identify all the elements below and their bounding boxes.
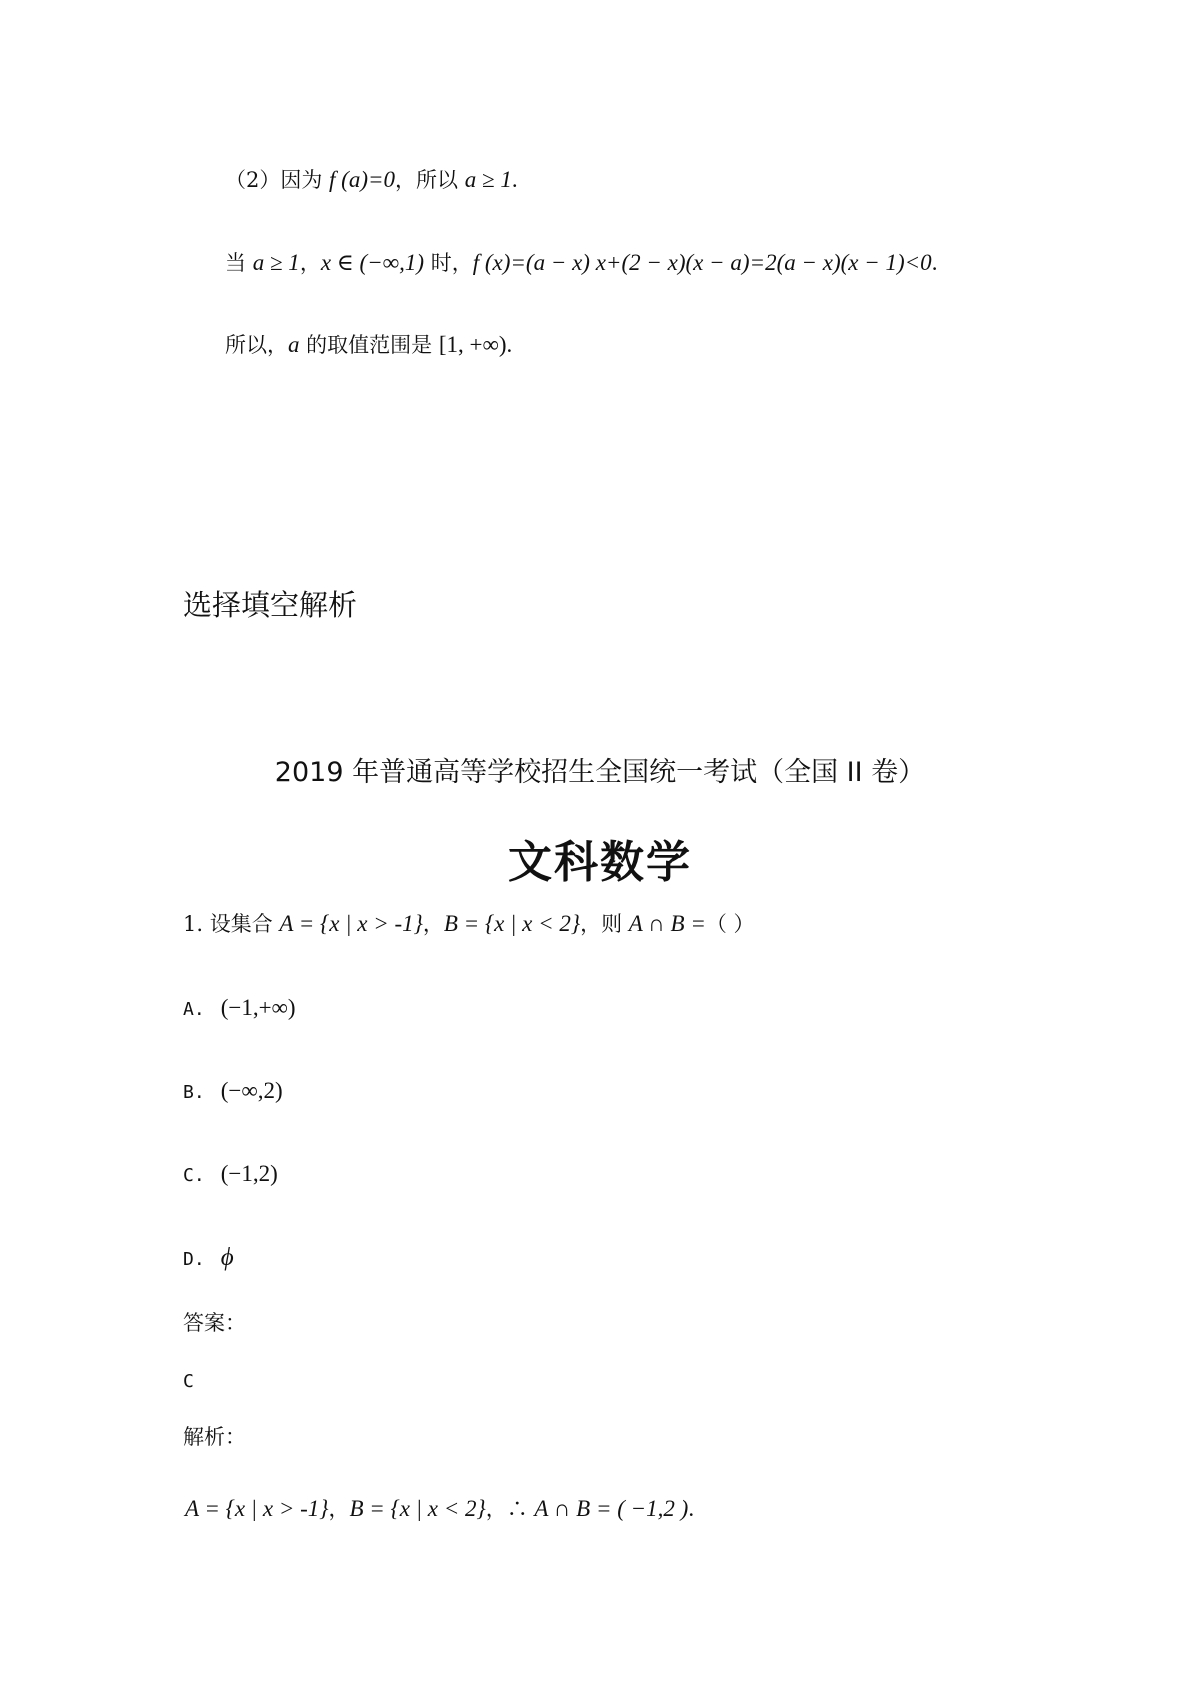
option-a bbox=[183, 996, 296, 1019]
option-value: (−1,+∞) bbox=[220, 995, 296, 1020]
math-range: [1, +∞) bbox=[438, 332, 507, 357]
option-c bbox=[183, 1162, 278, 1185]
therefore-symbol: ，∴ bbox=[485, 1497, 535, 1521]
math-expression: f (x)=(a − x) x+(2 − x)(x − a)=2(a − x)(x − 1)<0 bbox=[472, 250, 932, 275]
answer-value bbox=[183, 1370, 210, 1391]
option-letter: A. bbox=[183, 999, 205, 1020]
math-condition: a ≥ 1 bbox=[252, 250, 300, 275]
question-stem bbox=[183, 912, 755, 935]
sentence-end: . bbox=[931, 250, 938, 275]
solution-text: ，所以 bbox=[395, 168, 465, 192]
question-number: 1. 设集合 bbox=[183, 912, 280, 936]
exam-subject: 文科数学 bbox=[508, 837, 692, 888]
solution-line-3 bbox=[225, 333, 512, 356]
option-d bbox=[183, 1245, 234, 1270]
solution-prefix: 所以， bbox=[225, 333, 288, 357]
analysis-label: 解析： bbox=[183, 1425, 246, 1449]
option-value: ϕ bbox=[220, 1244, 234, 1271]
math-domain: x ∈ (−∞,1) bbox=[320, 250, 425, 275]
solution-text: 时， bbox=[424, 251, 473, 275]
math-condition: a ≥ 1 bbox=[464, 167, 512, 192]
set-b: B = {x | x < 2} bbox=[349, 1496, 486, 1521]
option-letter: C. bbox=[183, 1165, 205, 1186]
option-b bbox=[183, 1079, 283, 1102]
separator: ， bbox=[422, 912, 444, 936]
sentence-end: . bbox=[688, 1496, 695, 1521]
answer-blank: （ ） bbox=[705, 912, 755, 936]
set-a: A = {x | x > -1} bbox=[279, 911, 423, 936]
solution-line-1 bbox=[225, 168, 518, 191]
option-letter: D. bbox=[183, 1249, 205, 1270]
set-a: A = {x | x > -1} bbox=[185, 1496, 329, 1521]
option-letter: B. bbox=[183, 1082, 205, 1103]
intersection-result: A ∩ B = ( −1,2 ) bbox=[534, 1496, 689, 1521]
solution-prefix: （2）因为 bbox=[225, 168, 330, 192]
solution-text: 的取值范围是 bbox=[299, 333, 439, 357]
math-expression: f (a)=0 bbox=[329, 167, 396, 192]
option-value: (−1,2) bbox=[220, 1161, 278, 1186]
set-b: B = {x | x < 2} bbox=[443, 911, 581, 936]
separator: ， bbox=[299, 251, 321, 275]
sentence-end: . bbox=[506, 332, 513, 357]
solution-line-2 bbox=[225, 251, 937, 274]
sentence-end: . bbox=[511, 167, 518, 192]
exam-title: 2019 年普通高等学校招生全国统一考试（全国 II 卷） bbox=[274, 757, 926, 788]
solution-prefix: 当 bbox=[225, 251, 253, 275]
intersection-expression: A ∩ B = bbox=[628, 911, 706, 936]
section-heading: 选择填空解析 bbox=[183, 588, 358, 622]
math-variable: a bbox=[288, 332, 300, 357]
question-ask: ，则 bbox=[580, 912, 629, 936]
answer-letter: C bbox=[183, 1371, 194, 1392]
separator: ， bbox=[328, 1497, 350, 1521]
option-value: (−∞,2) bbox=[220, 1078, 283, 1103]
answer-label: 答案： bbox=[183, 1311, 246, 1335]
analysis-line bbox=[185, 1497, 694, 1520]
